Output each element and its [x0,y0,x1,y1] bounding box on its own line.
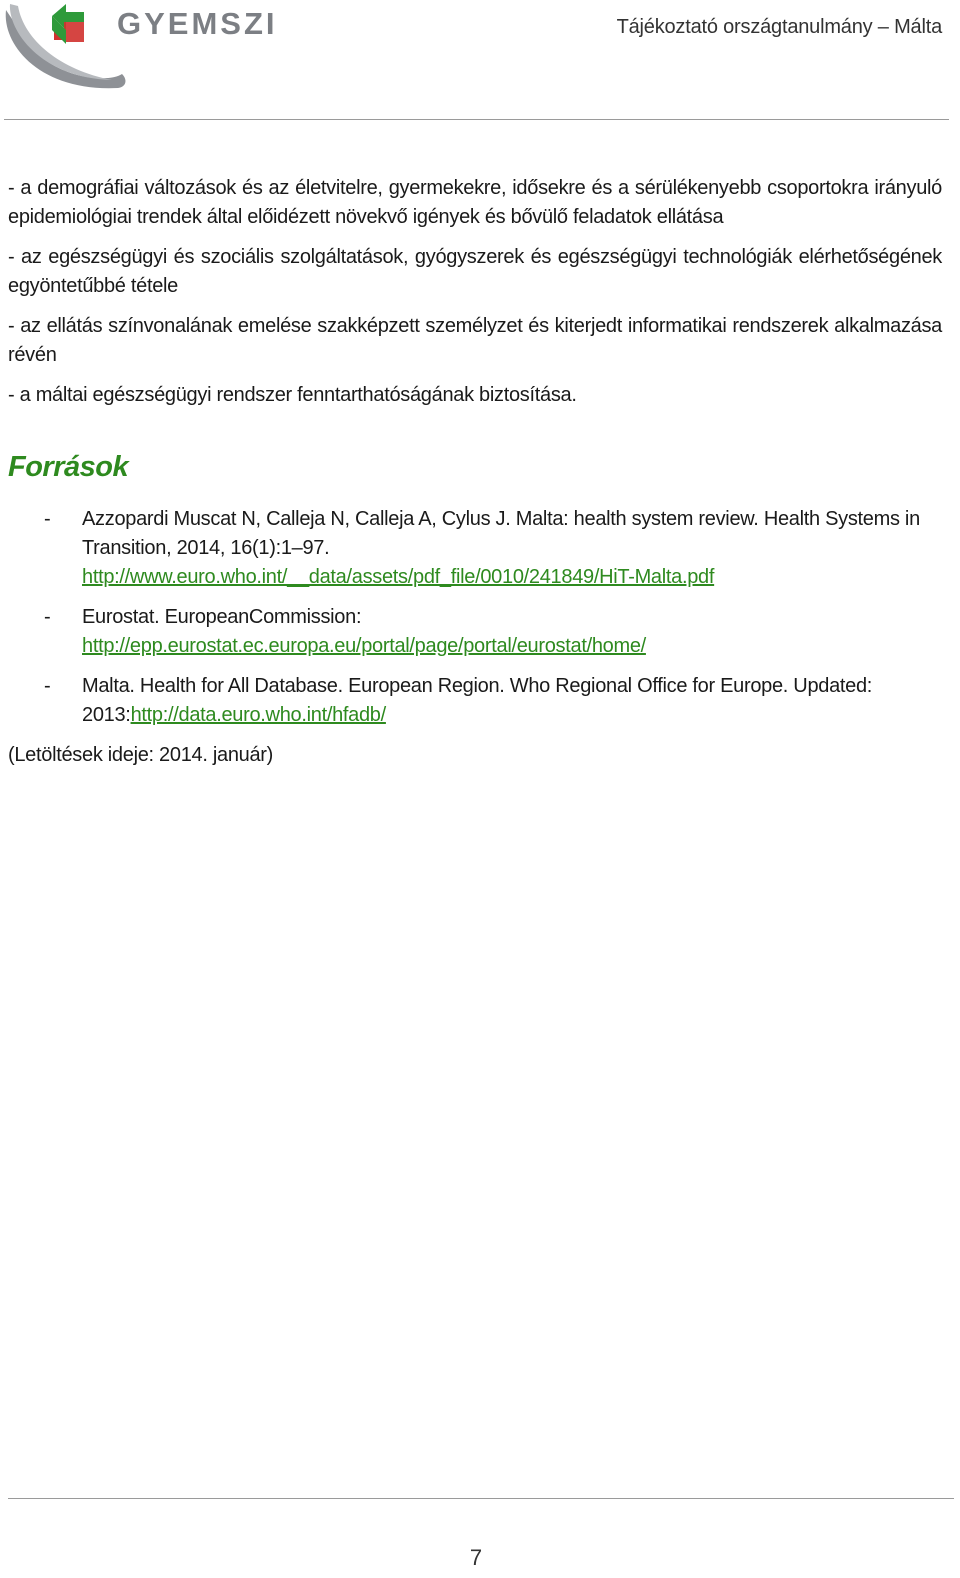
list-dash: - [44,508,51,530]
gyemszi-logo [0,0,300,100]
reference-link[interactable]: http://epp.eurostat.ec.europa.eu/portal/page/portal/eurostat/home/ [82,635,646,657]
reference-text: Malta. Health for All Database. European Region. Who Regional Office for Europe. Updated: 2013: [82,675,873,726]
reference-text: Azzopardi Muscat N, Calleja N, Calleja A, Cylus J. Malta: health system review. Health Systems in Transition, 2014, 16(1):1–97. [82,508,920,559]
list-dash: - [44,606,51,628]
reference-text: Eurostat. EuropeanCommission: [82,606,362,628]
paragraph-demographic: - a demográfiai változások és az életvitelre, gyermekekre, idősekre és a sérülékenyebb csoportokra irányuló epidemiológiai trendek által előidézett növekvő igények és bővülő feladatok ellátása [8,177,942,228]
reference-link[interactable]: http://www.euro.who.int/__data/assets/pdf_file/0010/241849/HiT-Malta.pdf [82,566,715,588]
list-dash: - [44,675,51,697]
page-header [0,0,960,122]
reference-item [8,603,942,661]
download-date-note: (Letöltések ideje: 2014. január) [8,744,274,766]
reference-list [8,505,942,730]
sources-heading: Források [8,451,129,483]
reference-link[interactable]: http://data.euro.who.int/hfadb/ [130,704,386,726]
paragraph-sustainability: - a máltai egészségügyi rendszer fenntarthatóságának biztosítása. [8,384,577,406]
reference-item [8,505,942,592]
page-content [8,174,942,770]
reference-item [8,672,942,730]
logo-wordmark: GYEMSZI [117,6,278,41]
logo-emblem-icon [0,0,130,100]
header-divider [4,119,949,120]
paragraph-access: - az egészségügyi és szociális szolgáltatások, gyógyszerek és egészségügyi technológiák elérhetőségének egyöntetűbbé tétele [8,246,942,297]
paragraph-quality: - az ellátás színvonalának emelése szakképzett személyzet és kiterjedt informatikai rendszerek alkalmazása révén [8,315,942,366]
footer-divider [8,1498,954,1499]
document-title: Tájékoztató országtanulmány – Málta [616,16,942,38]
page-number: 7 [469,1545,483,1570]
